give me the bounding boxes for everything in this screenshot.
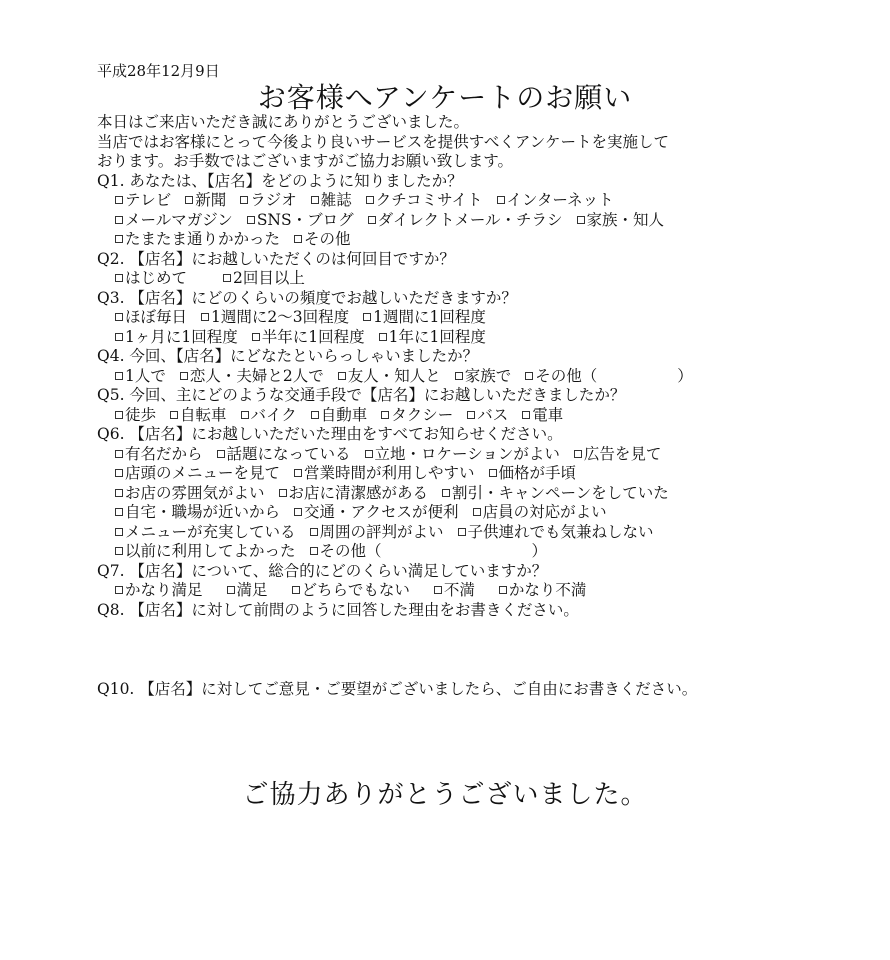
checkbox-icon bbox=[294, 469, 302, 477]
option-checkbox[interactable] bbox=[458, 523, 654, 543]
checkbox-icon bbox=[310, 547, 318, 555]
q6-options-row bbox=[115, 523, 757, 543]
q2-options-row bbox=[115, 269, 757, 289]
question-1: Q1. あなたは、【店名】をどのように知りましたか？ bbox=[97, 171, 463, 190]
option-label: 恋人・夫婦と2人で bbox=[189, 366, 324, 385]
checkbox-icon bbox=[227, 586, 235, 594]
question-4: Q4. 今回、【店名】にどなたといらっしゃいましたか？ bbox=[97, 347, 479, 365]
option-label: 自動車 bbox=[320, 405, 368, 424]
option-checkbox[interactable] bbox=[115, 269, 187, 289]
option-label: SNS・ブログ bbox=[256, 210, 354, 229]
option-label: ダイレクトメール・チラシ bbox=[377, 210, 563, 229]
option-label: メニューが充実している bbox=[125, 522, 296, 541]
checkbox-icon bbox=[185, 196, 193, 204]
option-label: その他 bbox=[304, 230, 351, 248]
option-checkbox[interactable] bbox=[241, 406, 297, 426]
option-checkbox[interactable] bbox=[115, 308, 187, 328]
option-checkbox[interactable] bbox=[115, 581, 203, 601]
option-label: 自宅・職場が近いから bbox=[125, 503, 281, 521]
checkbox-icon bbox=[115, 411, 123, 419]
option-checkbox[interactable] bbox=[201, 308, 349, 328]
option-checkbox[interactable] bbox=[499, 581, 587, 601]
checkbox-icon bbox=[577, 216, 585, 224]
option-checkbox[interactable] bbox=[115, 503, 280, 523]
option-label: 交通・アクセスが便利 bbox=[304, 503, 459, 521]
q1-options-row bbox=[115, 211, 757, 231]
checkbox-icon bbox=[525, 372, 533, 380]
option-label: はじめて bbox=[125, 269, 188, 287]
option-checkbox[interactable] bbox=[115, 484, 265, 504]
option-checkbox[interactable] bbox=[240, 191, 297, 211]
option-label: タクシー bbox=[391, 405, 454, 424]
option-checkbox[interactable] bbox=[311, 406, 368, 426]
option-checkbox[interactable] bbox=[455, 367, 512, 387]
option-checkbox[interactable] bbox=[252, 328, 365, 348]
option-label: 周囲の評判がよい bbox=[319, 522, 444, 541]
option-checkbox[interactable] bbox=[115, 328, 238, 348]
option-checkbox[interactable] bbox=[279, 484, 429, 504]
option-checkbox[interactable] bbox=[115, 542, 296, 562]
option-checkbox[interactable] bbox=[467, 406, 508, 426]
checkbox-icon bbox=[499, 586, 507, 594]
q6-options-row bbox=[115, 464, 757, 484]
q4-options-row bbox=[115, 367, 757, 387]
option-label: 1週間に1回程度 bbox=[373, 308, 486, 326]
option-checkbox[interactable] bbox=[368, 211, 563, 231]
option-checkbox[interactable] bbox=[489, 464, 577, 484]
checkbox-icon bbox=[223, 274, 231, 282]
closing-thanks: ご協力ありがとうございました。 bbox=[242, 780, 648, 810]
option-label: 1人で bbox=[125, 366, 166, 385]
option-checkbox[interactable] bbox=[338, 367, 441, 387]
checkbox-icon bbox=[366, 196, 374, 204]
checkbox-icon bbox=[201, 313, 209, 321]
option-checkbox[interactable] bbox=[115, 406, 156, 426]
checkbox-icon bbox=[115, 196, 123, 204]
option-label: お店に清潔感がある bbox=[288, 483, 429, 502]
document-title: お客様へアンケートのお願い bbox=[257, 81, 633, 114]
checkbox-icon bbox=[115, 333, 123, 341]
q3-options-row bbox=[115, 328, 757, 348]
intro-line: 当店ではお客様にとって今後より良いサービスを提供すべくアンケートを実施して bbox=[97, 132, 669, 151]
question-8: Q8. 【店名】に対して前問のように回答した理由をお書きください。 bbox=[97, 600, 579, 619]
option-label: 徒歩 bbox=[125, 405, 157, 424]
checkbox-icon bbox=[497, 196, 505, 204]
option-checkbox[interactable] bbox=[292, 581, 410, 601]
option-label: かなり不満 bbox=[508, 581, 587, 599]
q1-options-row bbox=[115, 230, 757, 250]
checkbox-icon bbox=[467, 411, 475, 419]
q3-options-row bbox=[115, 308, 757, 328]
option-checkbox[interactable] bbox=[115, 367, 166, 387]
checkbox-icon bbox=[115, 274, 123, 282]
checkbox-icon bbox=[338, 372, 346, 380]
checkbox-icon bbox=[458, 528, 466, 536]
intro-line: 本日はご来店いただき誠にありがとうございました。 bbox=[97, 113, 470, 131]
option-label: その他（ bbox=[319, 542, 382, 560]
option-label: バス bbox=[477, 405, 509, 424]
option-label: 店員の対応がよい bbox=[482, 503, 607, 521]
option-close-paren: ） bbox=[531, 542, 548, 560]
checkbox-icon bbox=[115, 547, 123, 555]
checkbox-icon bbox=[434, 586, 442, 594]
option-checkbox[interactable] bbox=[185, 191, 226, 211]
option-label: その他（ bbox=[535, 366, 598, 385]
q7-options-row bbox=[115, 581, 757, 601]
checkbox-icon bbox=[115, 489, 123, 497]
option-checkbox[interactable] bbox=[310, 523, 444, 543]
option-checkbox[interactable] bbox=[180, 367, 324, 387]
checkbox-icon bbox=[294, 508, 302, 516]
intro-line: おります。お手数ではございますがご協力お願い致します。 bbox=[97, 152, 514, 170]
option-checkbox-other[interactable] bbox=[310, 542, 548, 562]
option-label: クチコミサイト bbox=[375, 191, 483, 209]
option-checkbox[interactable] bbox=[115, 445, 203, 465]
checkbox-icon bbox=[115, 450, 123, 458]
checkbox-icon bbox=[115, 235, 123, 243]
checkbox-icon bbox=[574, 450, 582, 458]
option-label: かなり満足 bbox=[125, 581, 203, 599]
option-label: 自転車 bbox=[180, 405, 227, 424]
checkbox-icon bbox=[279, 489, 287, 497]
option-label: インターネット bbox=[506, 191, 614, 209]
q8-answer-area[interactable] bbox=[97, 620, 757, 680]
option-checkbox[interactable] bbox=[170, 406, 227, 426]
option-checkbox[interactable] bbox=[115, 211, 233, 231]
option-label: 1週間に2〜3回程度 bbox=[211, 308, 350, 326]
option-checkbox-other[interactable] bbox=[525, 367, 693, 387]
checkbox-icon bbox=[292, 586, 300, 594]
survey-body bbox=[97, 113, 757, 700]
checkbox-icon bbox=[310, 528, 318, 536]
checkbox-icon bbox=[247, 216, 255, 224]
question-5: Q5. 今回、主にどのような交通手段で【店名】にお越しいただきましたか？ bbox=[97, 386, 626, 404]
option-label: 以前に利用してよかった bbox=[125, 542, 296, 560]
option-checkbox[interactable] bbox=[227, 581, 268, 601]
option-checkbox[interactable] bbox=[311, 191, 352, 211]
checkbox-icon bbox=[522, 411, 530, 419]
option-label: ほぼ毎日 bbox=[125, 308, 188, 326]
option-checkbox[interactable] bbox=[294, 230, 351, 250]
checkbox-icon bbox=[311, 196, 319, 204]
checkbox-icon bbox=[368, 216, 376, 224]
checkbox-icon bbox=[217, 450, 225, 458]
option-label: 立地・ロケーションがよい bbox=[374, 444, 560, 463]
option-label: ラジオ bbox=[250, 191, 297, 209]
option-label: 有名だから bbox=[125, 444, 203, 463]
option-checkbox[interactable] bbox=[294, 464, 475, 484]
option-label: 家族・知人 bbox=[586, 210, 665, 229]
option-checkbox[interactable] bbox=[442, 484, 669, 504]
option-label: 満足 bbox=[236, 581, 268, 599]
option-label: 話題になっている bbox=[226, 444, 351, 463]
option-label: 割引・キャンペーンをしていた bbox=[452, 483, 669, 502]
checkbox-icon bbox=[170, 411, 178, 419]
question-6: Q6. 【店名】にお越しいただいた理由をすべてお知らせください。 bbox=[97, 425, 563, 443]
option-checkbox[interactable] bbox=[247, 211, 354, 231]
checkbox-icon bbox=[365, 450, 373, 458]
checkbox-icon bbox=[252, 333, 260, 341]
option-label: 友人・知人と bbox=[347, 366, 441, 385]
option-checkbox[interactable] bbox=[115, 464, 280, 484]
q1-options-row bbox=[115, 191, 757, 211]
q6-options-row bbox=[115, 542, 757, 562]
option-label: たまたま通りかかった bbox=[125, 230, 281, 248]
option-checkbox[interactable] bbox=[223, 269, 305, 289]
option-label: 子供連れでも気兼ねしない bbox=[467, 522, 654, 541]
option-label: 家族で bbox=[464, 366, 512, 385]
option-label: 1ヶ月に1回程度 bbox=[125, 327, 238, 346]
q6-options-row bbox=[115, 503, 757, 523]
option-checkbox[interactable] bbox=[574, 445, 662, 465]
option-label: メールマガジン bbox=[125, 210, 233, 229]
option-label: テレビ bbox=[125, 191, 172, 209]
checkbox-icon bbox=[115, 508, 123, 516]
checkbox-icon bbox=[379, 333, 387, 341]
option-checkbox[interactable] bbox=[473, 503, 607, 523]
checkbox-icon bbox=[363, 313, 371, 321]
option-checkbox[interactable] bbox=[577, 211, 665, 231]
option-checkbox[interactable] bbox=[115, 191, 171, 211]
option-checkbox[interactable] bbox=[363, 308, 486, 328]
question-7: Q7. 【店名】について、総合的にどのくらい満足していますか？ bbox=[97, 561, 548, 580]
option-checkbox[interactable] bbox=[497, 191, 614, 211]
option-label: 雑誌 bbox=[320, 191, 352, 209]
option-label: 広告を見て bbox=[583, 444, 662, 463]
option-checkbox[interactable] bbox=[522, 406, 563, 426]
q6-options-row bbox=[115, 445, 757, 465]
option-label: 電車 bbox=[532, 405, 564, 424]
checkbox-icon bbox=[241, 411, 249, 419]
document-date: 平成28年12月9日 bbox=[97, 62, 220, 80]
checkbox-icon bbox=[115, 469, 123, 477]
option-label: 価格が手頃 bbox=[498, 464, 577, 482]
option-checkbox[interactable] bbox=[217, 445, 351, 465]
q6-options-row bbox=[115, 484, 757, 504]
question-2: Q2. 【店名】にお越しいただくのは何回目ですか？ bbox=[97, 249, 455, 268]
checkbox-icon bbox=[180, 372, 188, 380]
q5-options-row bbox=[115, 406, 757, 426]
checkbox-icon bbox=[381, 411, 389, 419]
option-label: バイク bbox=[250, 405, 297, 424]
question-10: Q10. 【店名】に対してご意見・ご要望がございましたら、ご自由にお書きください。 bbox=[97, 680, 698, 698]
checkbox-icon bbox=[455, 372, 463, 380]
question-3: Q3. 【店名】にどのくらいの頻度でお越しいただきますか？ bbox=[97, 288, 517, 307]
checkbox-icon bbox=[473, 508, 481, 516]
option-checkbox[interactable] bbox=[434, 581, 475, 601]
checkbox-icon bbox=[115, 216, 123, 224]
checkbox-icon bbox=[115, 528, 123, 536]
option-checkbox[interactable] bbox=[381, 406, 453, 426]
checkbox-icon bbox=[115, 313, 123, 321]
option-checkbox[interactable] bbox=[294, 503, 459, 523]
option-close-paren: ） bbox=[677, 366, 693, 385]
option-label: 店頭のメニューを見て bbox=[125, 464, 281, 482]
option-checkbox[interactable] bbox=[365, 445, 560, 465]
option-label: お店の雰囲気がよい bbox=[125, 483, 265, 502]
option-label: 不満 bbox=[443, 581, 475, 599]
option-label: どちらでもない bbox=[301, 581, 410, 599]
checkbox-icon bbox=[115, 586, 123, 594]
option-label: 営業時間が利用しやすい bbox=[304, 464, 475, 482]
option-checkbox[interactable] bbox=[115, 230, 280, 250]
option-label: 2回目以上 bbox=[233, 269, 305, 287]
option-label: 半年に1回程度 bbox=[261, 327, 365, 346]
checkbox-icon bbox=[489, 469, 497, 477]
option-label: 新聞 bbox=[195, 191, 227, 209]
checkbox-icon bbox=[240, 196, 248, 204]
checkbox-icon bbox=[115, 372, 123, 380]
checkbox-icon bbox=[442, 489, 450, 497]
option-checkbox[interactable] bbox=[115, 523, 296, 543]
checkbox-icon bbox=[294, 235, 302, 243]
option-checkbox[interactable] bbox=[366, 191, 483, 211]
checkbox-icon bbox=[311, 411, 319, 419]
option-checkbox[interactable] bbox=[379, 328, 486, 348]
option-label: 1年に1回程度 bbox=[388, 327, 486, 346]
